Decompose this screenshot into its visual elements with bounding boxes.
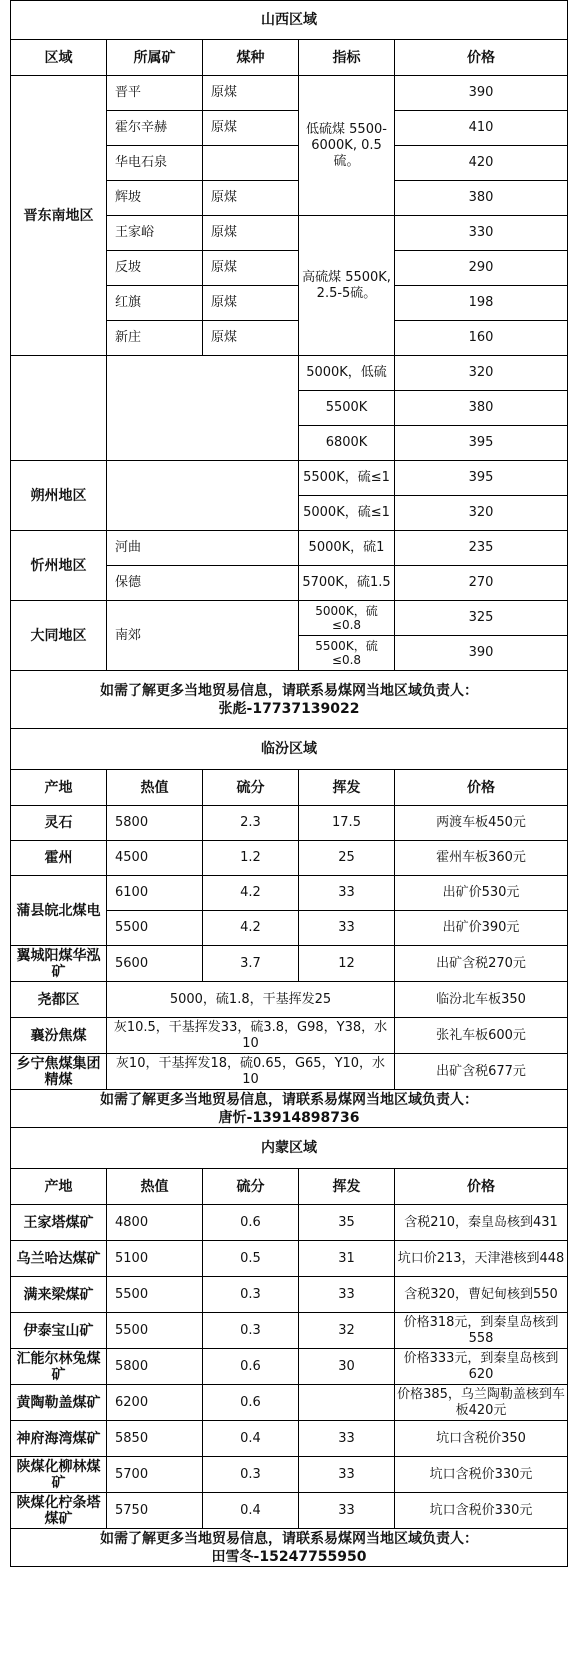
table-row [11,841,568,876]
volatile: 25 [299,841,395,876]
coal-type [203,146,299,181]
linfen-note-row [11,1090,568,1128]
neimeng-note [11,1529,568,1567]
shanxi-header-row [11,40,568,76]
table-row [11,531,568,566]
sulfur: 0.4 [203,1493,299,1529]
spec: 5000K，硫1 [299,531,395,566]
price: 320 [395,496,568,531]
price: 160 [395,321,568,356]
coal-price-table [10,0,568,1567]
sulfur: 0.6 [203,1205,299,1241]
spec: 6800K [299,426,395,461]
price: 含税210，秦皇岛核到431 [395,1205,568,1241]
spec: 5000K，低硫 [299,356,395,391]
heat-value: 5600 [107,946,203,982]
mine-name: 河曲 [107,531,299,566]
spec: 灰10，干基挥发18，硫0.65，G65，Y10，水10 [107,1054,395,1090]
col-header: 产地 [11,770,107,806]
origin: 翼城阳煤华泓矿 [11,946,107,982]
price: 270 [395,566,568,601]
origin: 蒲县皖北煤电 [11,876,107,946]
volatile: 32 [299,1313,395,1349]
price: 临汾北车板350 [395,982,568,1018]
volatile: 12 [299,946,395,982]
neimeng-note-row [11,1529,568,1567]
heat-value: 5700 [107,1457,203,1493]
table-row [11,1205,568,1241]
price: 含税320，曹妃甸核到550 [395,1277,568,1313]
contact-text: 唐忻-13914898736 [218,1109,360,1126]
origin: 乡宁焦煤集团精煤 [11,1054,107,1090]
volatile: 35 [299,1205,395,1241]
spec: 5500K，硫≤1 [299,461,395,496]
price: 390 [395,76,568,111]
col-header: 热值 [107,770,203,806]
coal-type: 原煤 [203,251,299,286]
price: 价格333元，到秦皇岛核到620 [395,1349,568,1385]
sulfur: 0.3 [203,1313,299,1349]
heat-value: 5500 [107,1277,203,1313]
col-header: 挥发 [299,1169,395,1205]
table-row [11,1241,568,1277]
neimeng-header-row [11,1169,568,1205]
price: 330 [395,216,568,251]
table-row [11,601,568,636]
origin: 陕煤化柠条塔煤矿 [11,1493,107,1529]
price: 325 [395,601,568,636]
price: 出矿含税677元 [395,1054,568,1090]
origin: 霍州 [11,841,107,876]
price: 坑口含税价330元 [395,1493,568,1529]
col-header: 煤种 [203,40,299,76]
table-row [11,1349,568,1385]
note-text: 如需了解更多当地贸易信息，请联系易煤网当地区域负责人： [100,682,479,699]
col-header: 产地 [11,1169,107,1205]
region-datong: 大同地区 [11,601,107,671]
spec: 5500K [299,391,395,426]
volatile: 33 [299,1421,395,1457]
sulfur: 0.3 [203,1457,299,1493]
price: 两渡车板450元 [395,806,568,841]
sulfur: 2.3 [203,806,299,841]
price: 320 [395,356,568,391]
heat-value: 6200 [107,1385,203,1421]
mine-blank [107,356,299,461]
price: 290 [395,251,568,286]
price: 坑口价213，天津港核到448 [395,1241,568,1277]
table-row [11,876,568,911]
price: 出矿价530元 [395,876,568,911]
linfen-header-row [11,770,568,806]
price: 390 [395,636,568,671]
sulfur: 0.6 [203,1349,299,1385]
volatile: 31 [299,1241,395,1277]
region-jindongnan: 晋东南地区 [11,76,107,356]
spec: 灰10.5，干基挥发33，硫3.8，G98，Y38，水10 [107,1018,395,1054]
mine-blank [107,461,299,531]
region-blank [11,356,107,461]
col-header: 挥发 [299,770,395,806]
col-header: 价格 [395,40,568,76]
col-header: 所属矿 [107,40,203,76]
price: 380 [395,391,568,426]
heat-value: 4500 [107,841,203,876]
origin: 王家塔煤矿 [11,1205,107,1241]
col-header: 热值 [107,1169,203,1205]
sulfur: 4.2 [203,911,299,946]
price: 198 [395,286,568,321]
linfen-title: 临汾区域 [11,729,568,770]
origin: 神府海湾煤矿 [11,1421,107,1457]
heat-value: 5500 [107,1313,203,1349]
table-row [11,1421,568,1457]
origin: 陕煤化柳林煤矿 [11,1457,107,1493]
table-row [11,1054,568,1090]
price: 410 [395,111,568,146]
price: 235 [395,531,568,566]
origin: 乌兰哈达煤矿 [11,1241,107,1277]
mine-name: 红旗 [107,286,203,321]
table-row [11,806,568,841]
sulfur: 0.6 [203,1385,299,1421]
col-header: 价格 [395,770,568,806]
mine-name: 晋平 [107,76,203,111]
volatile: 33 [299,876,395,911]
origin: 尧都区 [11,982,107,1018]
mine-name: 王家峪 [107,216,203,251]
price: 420 [395,146,568,181]
coal-type: 原煤 [203,181,299,216]
table-row [11,982,568,1018]
mine-name: 反坡 [107,251,203,286]
coal-type: 原煤 [203,216,299,251]
origin: 满来梁煤矿 [11,1277,107,1313]
note-text: 如需了解更多当地贸易信息，请联系易煤网当地区域负责人： [100,1530,479,1547]
mine-name: 华电石泉 [107,146,203,181]
table-row [11,946,568,982]
table-row [11,1313,568,1349]
sulfur: 3.7 [203,946,299,982]
volatile [299,1385,395,1421]
origin: 襄汾焦煤 [11,1018,107,1054]
price: 出矿含税270元 [395,946,568,982]
heat-value: 5750 [107,1493,203,1529]
origin: 汇能尔林兔煤矿 [11,1349,107,1385]
volatile: 33 [299,911,395,946]
sulfur: 0.5 [203,1241,299,1277]
table-row [11,461,568,496]
col-header: 硫分 [203,1169,299,1205]
price: 395 [395,461,568,496]
col-header: 指标 [299,40,395,76]
price: 霍州车板360元 [395,841,568,876]
table-row [11,1277,568,1313]
price: 380 [395,181,568,216]
shanxi-title: 山西区域 [11,1,568,40]
shanxi-note [11,671,568,729]
mine-name: 霍尔辛赫 [107,111,203,146]
table-row [11,1385,568,1421]
price: 坑口含税价330元 [395,1457,568,1493]
price: 价格318元，到秦皇岛核到558 [395,1313,568,1349]
spec: 5000K，硫≤1 [299,496,395,531]
price: 395 [395,426,568,461]
col-header: 硫分 [203,770,299,806]
region-xinzhou: 忻州地区 [11,531,107,601]
coal-type: 原煤 [203,321,299,356]
sulfur: 0.4 [203,1421,299,1457]
coal-type: 原煤 [203,111,299,146]
spec-low-sulfur: 低硫煤 5500-6000K, 0.5硫。 [299,76,395,216]
volatile: 33 [299,1493,395,1529]
heat-value: 5500 [107,911,203,946]
mine-name: 保德 [107,566,299,601]
table-row [11,76,568,111]
heat-value: 6100 [107,876,203,911]
spec: 5000，硫1.8，干基挥发25 [107,982,395,1018]
spec-high-sulfur: 高硫煤 5500K, 2.5-5硫。 [299,216,395,356]
origin: 黄陶勒盖煤矿 [11,1385,107,1421]
heat-value: 5800 [107,806,203,841]
price: 坑口含税价350 [395,1421,568,1457]
origin: 伊泰宝山矿 [11,1313,107,1349]
coal-type: 原煤 [203,76,299,111]
coal-type: 原煤 [203,286,299,321]
origin: 灵石 [11,806,107,841]
sulfur: 0.3 [203,1277,299,1313]
volatile: 30 [299,1349,395,1385]
mine-name: 辉坡 [107,181,203,216]
price: 价格385，乌兰陶勒盖核到车板420元 [395,1385,568,1421]
contact-text: 田雪冬-15247755950 [211,1548,367,1565]
sulfur: 1.2 [203,841,299,876]
col-header: 区域 [11,40,107,76]
heat-value: 5100 [107,1241,203,1277]
linfen-note [11,1090,568,1128]
price: 出矿价390元 [395,911,568,946]
spec: 5700K，硫1.5 [299,566,395,601]
price: 张礼车板600元 [395,1018,568,1054]
mine-name: 新庄 [107,321,203,356]
contact-text: 张彪-17737139022 [218,700,360,717]
volatile: 33 [299,1277,395,1313]
table-row [11,1018,568,1054]
spec: 5000K，硫≤0.8 [299,601,395,636]
heat-value: 5850 [107,1421,203,1457]
table-row [11,1457,568,1493]
neimeng-title: 内蒙区域 [11,1128,568,1169]
mine-name: 南郊 [107,601,299,671]
col-header: 价格 [395,1169,568,1205]
spec: 5500K，硫≤0.8 [299,636,395,671]
heat-value: 5800 [107,1349,203,1385]
shanxi-note-row [11,671,568,729]
table-row [11,356,568,391]
table-row [11,1493,568,1529]
sulfur: 4.2 [203,876,299,911]
region-shuozhou: 朔州地区 [11,461,107,531]
note-text: 如需了解更多当地贸易信息，请联系易煤网当地区域负责人： [100,1091,479,1108]
volatile: 17.5 [299,806,395,841]
heat-value: 4800 [107,1205,203,1241]
volatile: 33 [299,1457,395,1493]
